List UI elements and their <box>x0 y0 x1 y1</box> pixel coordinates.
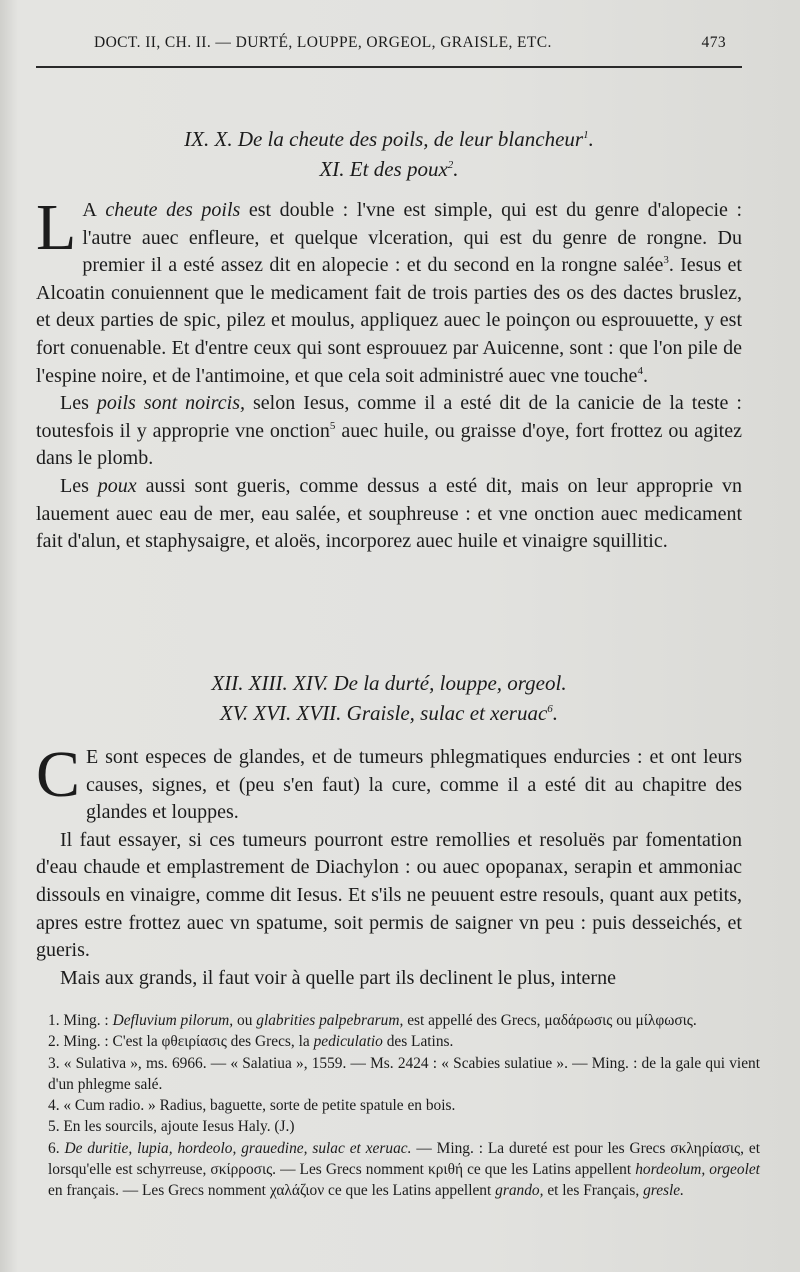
paragraph-text: Les <box>60 392 89 415</box>
footnote-text: ou <box>616 1012 632 1029</box>
footnote-text: — Les Grecs nomment <box>280 1161 424 1179</box>
section-heading-2 <box>36 668 742 728</box>
heading-text: XV. XVI. XVII. Graisle, sulac et xeruac <box>219 701 548 725</box>
italic-term: gresle. <box>643 1182 684 1200</box>
heading-text: XI. Et des poux <box>319 157 448 181</box>
footnote-text: en français. — Les Grecs nomment <box>48 1182 266 1200</box>
footnote-ref[interactable]: 4 <box>637 364 643 377</box>
paragraph <box>36 191 743 390</box>
italic-term: poux <box>97 474 137 497</box>
paragraph <box>36 738 742 827</box>
greek-term: χαλάζιον <box>269 1182 325 1200</box>
footnote-text: ce que les Latins appellent <box>328 1182 492 1200</box>
footnote: 3. « Sulativa », ms. 6966. — « Salatiua », 1559. — Ms. 2424 : « Scabies sulatiue ». — Ming. : de la gale qui vient d'un phlegme salé. <box>48 1054 760 1093</box>
footnote-text: 1. Ming. : <box>48 1012 109 1029</box>
heading-line: XII. XIII. XIV. De la durté, louppe, orgeol. <box>211 671 567 695</box>
heading-text: IX. X. De la cheute des poils, de leur blancheur <box>184 127 584 151</box>
footnote-text: et les Français, <box>547 1182 640 1200</box>
italic-term: De duritie, lupia, hordeolo, grauedine, sulac et xeruac. <box>64 1139 412 1157</box>
paragraph: Il faut essayer, si ces tumeurs pourront estre remollies et resoluës par fomentation d'eau chaude et emplastrement de Diachylon : ou auec opopanax, serapin et ammoniac dissouls en vinaigre, comme dit Iesus. Et s'ils ne peuuent estre resouls, quant aux petits, apres estre frottez auec vn spatume, soit permis de saigner vn peu : puis desseichés, et gueris. <box>36 828 742 962</box>
paragraph <box>36 473 742 556</box>
footnote-text: des Latins. <box>386 1033 454 1051</box>
footnote-text: ce que les Latins appellent <box>467 1161 632 1179</box>
paragraph-text: selon Iesus, comme il a esté dit de la canicie de la teste : toutesfois il y approprie vne onction <box>36 392 742 442</box>
italic-term: glabrities palpebrarum, <box>256 1012 404 1029</box>
italic-term: grando, <box>495 1182 544 1200</box>
lead-letters: E <box>86 746 99 768</box>
paragraph-text: . Iesus et Alcoatin conuiennent que le medicament fait de trois parties des os des dactes bruslez, et deux parties de spic, pilez et moulus, appliquez auec le poinçon ou esprouuette, y est fort conuenable. Et d'entre ceux qui sont esprouuez par Auicenne, sont : que l'on pile de l'espine noire, et de l'antimoine, et que cela soit administré auec vne touche <box>36 254 742 387</box>
greek-term: φθειρίασις <box>161 1033 227 1051</box>
section-body-1 <box>36 191 743 556</box>
footnote <box>48 1010 760 1031</box>
italic-term: pediculatio <box>313 1033 383 1051</box>
italic-term: hordeolum, orgeolet <box>635 1161 760 1179</box>
footnote <box>48 1031 760 1052</box>
footnote-text: des Grecs, la <box>230 1033 310 1051</box>
heading-line: IX. X. De la cheute des poils, de leur blancheur$^1$. <box>184 127 594 151</box>
footnote-text: et lorsqu'elle est schyrreuse, <box>48 1139 760 1179</box>
footnote-ref[interactable]: 3 <box>663 254 669 267</box>
greek-term: σκίρροσις. <box>210 1161 277 1179</box>
paragraph <box>36 390 742 473</box>
footnote: 4. « Cum radio. » Radius, baguette, sorte de petite spatule en bois. <box>48 1097 456 1115</box>
paragraph-text: auec huile, ou graisse d'oye, fort frottez ou agitez dans le plomb. <box>36 419 742 470</box>
section-body-2 <box>36 738 742 992</box>
footnote-text: ou <box>237 1012 253 1029</box>
greek-term: σκληρίασις, <box>670 1139 744 1157</box>
greek-term: μαδάρωσις <box>544 1012 613 1029</box>
paragraph-text: sont especes de glandes, et de tumeurs phlegmatiques endurcies : et ont leurs causes, signes, et (peu s'en faut) la cure, comme il a esté dit au chapitre des glandes et louppes. <box>86 746 742 824</box>
paragraph-text: . <box>642 364 648 387</box>
greek-term: κριθή <box>428 1161 463 1179</box>
heading-line: XV. XVI. XVII. Graisle, sulac et xeruac$^6$. <box>219 701 559 725</box>
footnote-text: 6. <box>48 1139 60 1157</box>
italic-term: Defluvium pilorum, <box>112 1012 234 1029</box>
footnote-text: 2. Ming. : C'est la <box>48 1033 158 1051</box>
footnote-ref[interactable]: 6 <box>547 703 553 715</box>
paragraph-text: Les <box>60 474 89 497</box>
footnote-ref[interactable]: 2 <box>447 159 454 171</box>
footnote-ref[interactable]: 5 <box>329 419 336 432</box>
heading-line: XI. Et des poux$^2$. <box>319 157 459 181</box>
footnote-text: — Ming. : La dureté est pour les Grecs <box>416 1139 666 1157</box>
footnote: 5. En les sourcils, ajoute Iesus Haly. (J.) <box>48 1118 295 1136</box>
italic-term: poils sont noircis, <box>96 392 245 415</box>
page-number: 473 <box>701 34 726 51</box>
italic-term: cheute des poils <box>105 199 241 221</box>
drop-cap: L <box>36 191 77 264</box>
paragraph-text: est double : l'vne est simple, qui est du genre d'alopecie : l'autre auec enfleure, et quelque vlceration, qui est du genre de rongne. Du premier il a esté assez dit en alopecie : et du second en la rongne salée <box>82 199 743 277</box>
section-heading-1 <box>36 124 742 184</box>
running-title: DOCT. II, CH. II. — DURTÉ, LOUPPE, ORGEOL, GRAISLE, ETC. <box>94 34 552 51</box>
footnote-text: est appellé des Grecs, <box>407 1012 541 1029</box>
paragraph-text: aussi sont gueris, comme dessus a esté dit, mais on leur approprie vn lauement auec eau de mer, eau salée, et souphreuse : et vne onction auec medicament fait d'alun, et staphysaigre, et aloës, incorporez auec huile et vinaigre squillitic. <box>36 474 743 553</box>
drop-cap: C <box>36 738 81 811</box>
greek-term: μίλφωσις. <box>635 1012 697 1029</box>
header-rule <box>36 66 742 68</box>
footnote <box>48 1138 760 1202</box>
footnote-ref[interactable]: 1 <box>583 129 589 141</box>
paragraph: Mais aux grands, il faut voir à quelle part ils declinent le plus, interne <box>60 966 616 989</box>
footnotes <box>48 1010 760 1202</box>
lead-letters: A <box>82 199 97 221</box>
